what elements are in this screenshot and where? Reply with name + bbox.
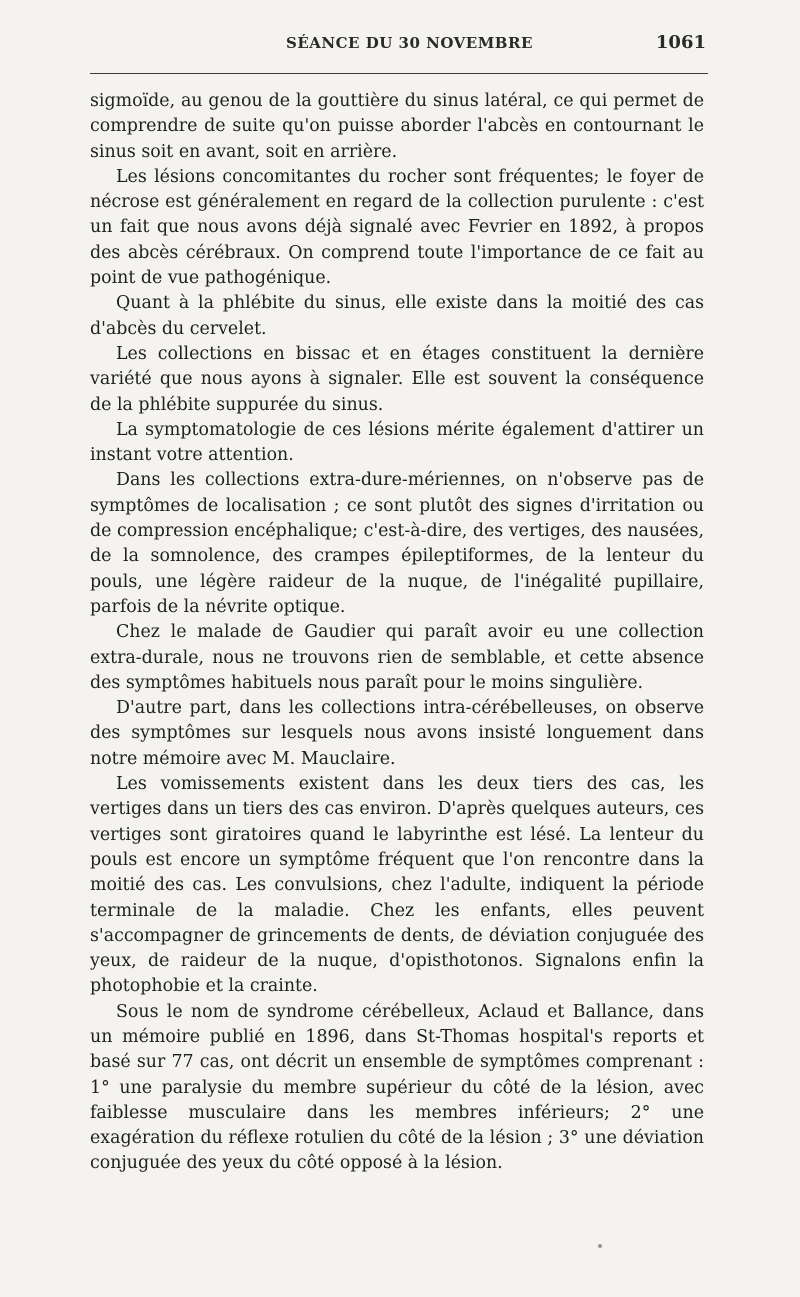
page-number: 1061 — [655, 32, 706, 53]
paragraph: Les collections en bissac et en étages constituent la dernière variété que nous ayons à signaler. Elle est souvent la conséquence de la phlébite suppurée du sinus. — [90, 343, 704, 415]
running-head: SÉANCE DU 30 NOVEMBRE — [286, 34, 533, 52]
scan-speck — [598, 1244, 602, 1248]
paragraph: Chez le malade de Gaudier qui paraît avoir eu une collection extra-durale, nous ne trouvons rien de semblable, et cette absence des symptômes habituels nous paraît pour le moins singulière. — [90, 622, 704, 693]
body-text — [90, 89, 704, 1177]
page-header — [88, 34, 708, 58]
paragraph: Sous le nom de syndrome cérébelleux, Aclaud et Ballance, dans un mémoire publié en 1896, dans St-Thomas hospital's reports et basé sur 77 cas, ont décrit un ensemble de symptômes comprenant : 1° une paralysie du membre supérieur du côté de la lésion, avec faiblesse musculaire dans les membres inférieurs; 2° une exagération du réflexe rotulien du côté de la lésion ; 3° une déviation conjuguée des yeux du côté opposé à la lésion. — [90, 1001, 704, 1174]
header-rule — [90, 73, 708, 74]
paragraph: La symptomatologie de ces lésions mérite également d'attirer un instant votre attention. — [90, 419, 704, 466]
paragraph: Les vomissements existent dans les deux tiers des cas, les vertiges dans un tiers des cas environ. D'après quelques auteurs, ces vertiges sont giratoires quand le labyrinthe est lésé. La lenteur du pouls est encore un symptôme fréquent que l'on rencontre dans la moitié des cas. Les convulsions, chez l'adulte, indiquent la période terminale de la maladie. Chez les enfants, elles peuvent s'accompagner de grincements de dents, de déviation conjuguée des yeux, de raideur de la nuque, d'opisthotonos. Signalons enfin la photophobie et la crainte. — [90, 774, 704, 997]
paragraph: Quant à la phlébite du sinus, elle existe dans la moitié des cas d'abcès du cervelet. — [90, 293, 704, 339]
paragraph: sigmoïde, au genou de la gouttière du sinus latéral, ce qui permet de comprendre de suite qu'on puisse aborder l'abcès en contournant le sinus soit en avant, soit en arrière. — [90, 91, 704, 162]
paragraph: Dans les collections extra-dure-mériennes, on n'observe pas de symptômes de localisation ; ce sont plutôt des signes d'irritation ou de compression encéphalique; c'est-à-dire, des vertiges, des nausées, de la somnolence, des crampes épileptiformes, de la lenteur du pouls, une légère raideur de la nuque, de l'inégalité pupillaire, parfois de la névrite optique. — [90, 470, 704, 617]
paragraph: D'autre part, dans les collections intra-cérébelleuses, on observe des symptômes sur lesquels nous avons insisté longuement dans notre mémoire avec M. Mauclaire. — [90, 698, 704, 769]
paragraph: Les lésions concomitantes du rocher sont fréquentes; le foyer de nécrose est généralement en regard de la collection purulente : c'est un fait que nous avons déjà signalé avec Fevrier en 1892, à propos des abcès cérébraux. On comprend toute l'importance de ce fait au point de vue pathogénique. — [90, 166, 704, 289]
